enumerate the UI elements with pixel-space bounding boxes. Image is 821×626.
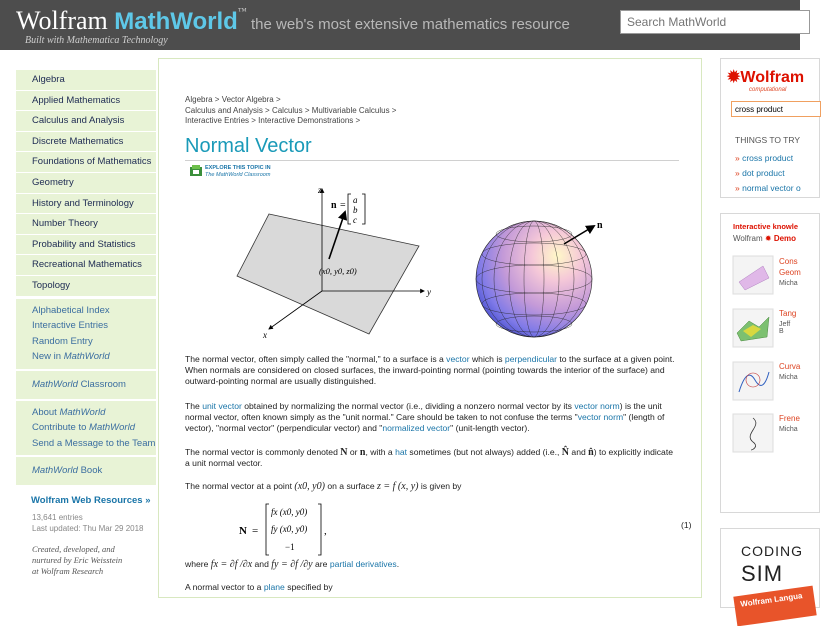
eq-row-3: −1 xyxy=(285,542,295,552)
equation-1 xyxy=(239,499,359,559)
paragraph-surface xyxy=(185,481,675,492)
nav-item-number-theory[interactable]: Number Theory xyxy=(16,214,156,235)
credits-line: nurtured by Eric Weisstein xyxy=(32,555,123,566)
math-N: N xyxy=(340,447,348,458)
text: to the surface at a given point. When normals are considered on closed surfaces, the inward-pointing normal (pointing towards the interior of the surface) and outward-pointing normal are usually distinguished. xyxy=(185,354,675,386)
text: are xyxy=(312,559,330,569)
entries-count: 13,641 entries xyxy=(32,513,83,523)
breadcrumb-link[interactable]: Interactive Demonstrations xyxy=(258,116,354,125)
eq-lhs: N xyxy=(239,525,247,537)
explore-classroom-name: The MathWorld Classroom xyxy=(205,172,271,178)
topic-nav-list xyxy=(16,70,156,297)
link-vector-norm[interactable]: vector norm xyxy=(577,412,624,422)
normal-vector-figure xyxy=(229,184,639,344)
text: on a surface xyxy=(324,481,378,491)
about-name: MathWorld xyxy=(59,406,106,418)
trademark-icon: ™ xyxy=(237,6,247,16)
equals-sign: = xyxy=(340,200,346,211)
link-vector-norm[interactable]: vector norm xyxy=(574,401,620,411)
wolfram-alpha-input[interactable] xyxy=(731,101,821,117)
matrix-a: a xyxy=(353,195,358,205)
demonstrations-box xyxy=(720,213,820,513)
nav-item-interactive-entries[interactable]: Interactive Entries xyxy=(32,320,109,332)
demo-title-line: Cons xyxy=(779,257,798,266)
bullet-icon: » xyxy=(735,183,743,193)
text: or xyxy=(347,447,360,457)
title-divider xyxy=(185,160,679,161)
ad-line-1: CODING xyxy=(741,543,803,559)
left-navigation xyxy=(16,70,156,577)
text: specified by xyxy=(284,582,333,592)
math-n-hat: n̂ xyxy=(588,447,594,458)
paragraph-unit-normal xyxy=(185,401,675,434)
text: and xyxy=(569,447,589,457)
breadcrumb-link[interactable]: Vector Algebra xyxy=(221,95,274,104)
search-input[interactable] xyxy=(620,10,810,34)
wolfram-web-resources-link[interactable]: Wolfram Web Resources » xyxy=(31,495,151,507)
link-unit-vector[interactable]: unit vector xyxy=(202,401,242,411)
book-nav xyxy=(16,457,156,485)
equation-number: (1) xyxy=(681,520,692,530)
book-ad[interactable] xyxy=(720,528,820,608)
logo-subtitle: Built with Mathematica Technology xyxy=(25,35,168,46)
eq-bracket-left xyxy=(266,504,269,555)
text: . xyxy=(396,559,400,569)
breadcrumb xyxy=(185,95,396,127)
link-partial-derivatives[interactable]: partial derivatives xyxy=(329,559,397,569)
link-vector[interactable]: vector xyxy=(446,354,470,364)
breadcrumb-link[interactable]: Interactive Entries xyxy=(185,116,250,125)
demos-brand-text: Wolfram xyxy=(733,234,763,243)
math-fx: fx = ∂f /∂x xyxy=(210,559,253,570)
nav-item-discrete-mathematics[interactable]: Discrete Mathematics xyxy=(16,132,156,153)
link-perpendicular[interactable]: perpendicular xyxy=(504,354,557,364)
new-in-name: MathWorld xyxy=(63,351,110,363)
nav-item-about-mathworld[interactable] xyxy=(16,405,156,421)
site-header xyxy=(0,0,800,50)
demo-author: Micha xyxy=(779,374,798,381)
breadcrumb-link[interactable]: Multivariable Calculus xyxy=(311,105,390,115)
contribute-prefix: Contribute to xyxy=(32,422,90,434)
text: The normal vector is commonly denoted xyxy=(185,447,341,457)
nav-item-calculus-and-analysis[interactable]: Calculus and Analysis xyxy=(16,111,156,132)
demo-thumbnail xyxy=(733,309,773,347)
demo-item[interactable] xyxy=(733,414,800,457)
try-item[interactable] xyxy=(735,181,801,196)
bullet-icon: » xyxy=(735,168,743,178)
nav-item-probability-and-statistics[interactable]: Probability and Statistics xyxy=(16,235,156,256)
nav-item-recreational-mathematics[interactable]: Recreational Mathematics xyxy=(16,255,156,276)
try-item-label: normal vector o xyxy=(742,183,801,193)
classroom-suffix: Classroom xyxy=(77,378,126,390)
demo-title: Curva xyxy=(779,362,801,371)
contribute-name: MathWorld xyxy=(89,422,135,434)
book-suffix: Book xyxy=(77,465,103,477)
nav-item-history-and-terminology[interactable]: History and Terminology xyxy=(16,194,156,215)
demo-title-line: Geom xyxy=(779,268,801,277)
new-in-prefix: New in xyxy=(32,351,64,363)
credits-line: at Wolfram Research xyxy=(32,566,104,577)
about-nav-list xyxy=(16,401,156,456)
demo-thumbnail xyxy=(733,362,773,400)
nav-item-applied-mathematics[interactable]: Applied Mathematics xyxy=(16,91,156,112)
eq-row-2: fy (x0, y0) xyxy=(271,524,308,534)
classroom-name: MathWorld xyxy=(32,378,78,390)
matrix-b: b xyxy=(353,205,358,215)
text: which is xyxy=(469,354,505,364)
nav-item-geometry[interactable]: Geometry xyxy=(16,173,156,194)
nav-item-alphabetical-index[interactable]: Alphabetical Index xyxy=(32,304,110,316)
logo-mathworld-text: MathWorld xyxy=(114,8,238,35)
text: obtained by normalizing the normal vector (i.e., dividing a nonzero normal vector by its xyxy=(241,401,575,411)
breadcrumb-line: Interactive Entries > Interactive Demonstrations > xyxy=(185,116,361,125)
math-point: (x0, y0) xyxy=(294,481,325,492)
text: sometimes (but not always) added (i.e., xyxy=(407,447,562,457)
ad-book-cover xyxy=(733,586,816,626)
math-N-hat: N̂ xyxy=(561,447,570,458)
try-item-label: dot product xyxy=(742,168,785,178)
eq-bracket-right xyxy=(318,504,321,555)
site-credits xyxy=(16,544,156,577)
paragraph-definition xyxy=(185,354,675,387)
text: , with a xyxy=(365,447,396,457)
nav-item-random-entry[interactable]: Random Entry xyxy=(32,335,93,347)
nav-item-new-in-mathworld[interactable] xyxy=(16,349,156,365)
eq-row-1: fx (x0, y0) xyxy=(271,507,308,517)
nav-item-contribute[interactable] xyxy=(16,420,156,436)
classroom-nav xyxy=(16,371,156,399)
text: and xyxy=(252,559,272,569)
x-axis-label: x xyxy=(263,330,267,340)
text: ) to explicitly indicate a unit normal vector. xyxy=(185,447,674,468)
demo-item[interactable] xyxy=(733,362,801,405)
text: The xyxy=(185,401,203,411)
main-content xyxy=(158,58,702,598)
wa-subtitle: computational xyxy=(749,87,787,93)
demo-item[interactable] xyxy=(733,256,801,299)
nav-item-mathworld-classroom[interactable] xyxy=(16,377,156,393)
link-hat[interactable]: hat xyxy=(395,447,408,457)
matrix-bracket-right xyxy=(362,194,365,224)
ad-line-2: SIM xyxy=(741,561,784,586)
things-to-try-list xyxy=(735,151,801,196)
index-nav-list xyxy=(16,299,156,369)
text: " (unit-length vector). xyxy=(450,423,530,433)
math-fy: fy = ∂f /∂y xyxy=(271,559,313,570)
sphere-n-label: n xyxy=(597,220,603,231)
text: " (length of vector), "normal vector" (perpendicular vector) and " xyxy=(185,412,665,433)
demo-title: Frene xyxy=(779,414,800,423)
link-plane[interactable]: plane xyxy=(263,582,285,592)
ad-book-title: Wolfram Langua xyxy=(739,591,803,609)
eq-comma: , xyxy=(324,525,327,537)
breadcrumb-link[interactable]: Calculus xyxy=(271,105,303,115)
wolfram-spikey-icon: ✹ xyxy=(727,69,741,86)
paragraph-partials xyxy=(185,559,675,570)
nav-item-topology[interactable]: Topology xyxy=(16,276,156,297)
about-prefix: About xyxy=(32,406,60,418)
point-label: (x0, y0, z0) xyxy=(319,266,357,276)
demo-author: Jeff B xyxy=(779,321,791,335)
matrix-c: c xyxy=(353,215,357,225)
wolfram-alpha-box xyxy=(720,58,820,198)
paragraph-plane xyxy=(185,582,675,593)
nav-item-algebra[interactable]: Algebra xyxy=(16,70,156,91)
nav-item-mathworld-book[interactable] xyxy=(16,463,156,479)
normal-n-label: n xyxy=(331,200,337,211)
z-axis-label: z xyxy=(318,185,322,195)
site-stats xyxy=(16,512,156,534)
math-surface: z = f (x, y) xyxy=(377,481,419,492)
last-updated: Last updated: Thu Mar 29 2018 xyxy=(32,524,144,534)
classroom-icon[interactable] xyxy=(189,164,203,178)
page-title: Normal Vector xyxy=(185,135,312,157)
demo-thumbnail xyxy=(733,256,773,294)
text: is given by xyxy=(418,481,462,491)
breadcrumb-link[interactable]: Calculus and Analysis xyxy=(185,105,263,115)
breadcrumb-link[interactable]: Algebra xyxy=(185,95,213,104)
demo-thumbnail xyxy=(733,414,773,452)
demo-title: Tang xyxy=(779,309,797,318)
demos-title: Interactive knowle xyxy=(733,222,799,231)
demos-spikey-icon: ✹ xyxy=(764,234,772,243)
breadcrumb-line: Algebra > Vector Algebra > xyxy=(185,95,281,104)
y-axis-label: y xyxy=(427,287,431,297)
logo-wolfram-text: Wolfram xyxy=(16,6,108,35)
book-name: MathWorld xyxy=(32,465,78,477)
explore-topic-link[interactable] xyxy=(205,165,271,179)
link-normalized-vector[interactable]: normalized vector xyxy=(382,423,451,433)
try-item[interactable] xyxy=(735,166,801,181)
site-logo[interactable] xyxy=(16,6,247,36)
demo-item[interactable] xyxy=(733,309,797,352)
try-item-label: cross product xyxy=(742,153,794,163)
credits-line: Created, developed, and xyxy=(32,544,115,555)
text: where xyxy=(185,559,211,569)
try-item[interactable] xyxy=(735,151,801,166)
demos-brand-text-2: Demo xyxy=(773,234,797,243)
eq-equals: = xyxy=(252,525,259,537)
right-sidebar xyxy=(720,58,805,609)
nav-item-send-message[interactable]: Send a Message to the Team xyxy=(32,437,156,449)
text: ) is the unit normal vector, often known simply as the "unit normal." Care should be taken to not confuse the terms " xyxy=(185,401,662,422)
matrix-bracket-left xyxy=(348,194,351,224)
demo-author: Micha xyxy=(779,426,798,433)
demo-author: Micha xyxy=(779,280,798,287)
bullet-icon: » xyxy=(735,153,743,163)
wa-logo-text: Wolfram xyxy=(740,69,805,86)
nav-item-foundations-of-mathematics[interactable]: Foundations of Mathematics xyxy=(16,152,156,173)
text: The normal vector, often simply called the "normal," to a surface is a xyxy=(185,354,447,364)
demos-brand xyxy=(733,234,796,243)
paragraph-notation xyxy=(185,447,675,469)
wolfram-alpha-logo[interactable] xyxy=(727,67,804,87)
things-to-try-title: THINGS TO TRY xyxy=(735,135,801,145)
breadcrumb-line: Calculus and Analysis > Calculus > Multivariable Calculus > xyxy=(185,105,397,115)
text: The normal vector at a point xyxy=(185,481,295,491)
demo-title xyxy=(779,256,801,278)
math-n: n xyxy=(359,447,366,458)
site-tagline: the web's most extensive mathematics resource xyxy=(251,16,570,33)
explore-label: EXPLORE THIS TOPIC IN xyxy=(205,165,271,171)
text: A normal vector to a xyxy=(185,582,264,592)
